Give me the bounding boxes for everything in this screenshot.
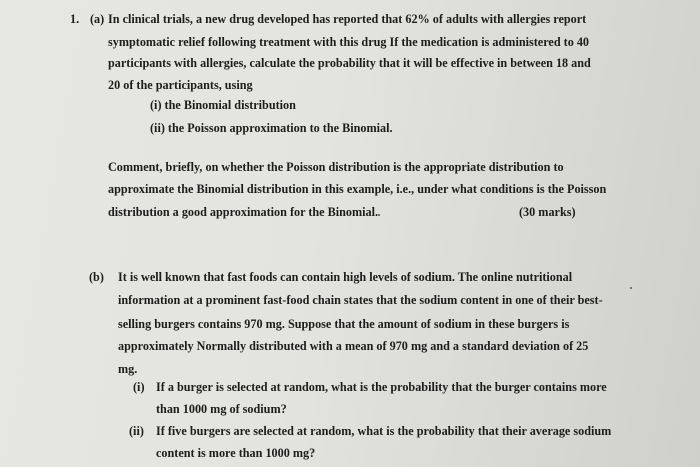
- part-a-line-3: participants with allergies, calculate the probability that it will be effective in between 18 and: [108, 56, 591, 70]
- part-b-line-3: selling burgers contains 970 mg. Suppose that the amount of sodium in these burgers is: [118, 317, 570, 331]
- part-b-label: (b): [89, 270, 104, 284]
- part-a-item-i: (i) the Binomial distribution: [150, 98, 296, 112]
- comment-line-1: Comment, briefly, on whether the Poisson distribution is the appropriate distribution to: [108, 160, 564, 174]
- part-a-item-ii: (ii) the Poisson approximation to the Binomial.: [150, 121, 393, 135]
- paper-speck: [630, 287, 632, 289]
- comment-line-3: distribution a good approximation for the Binomial.: [108, 205, 379, 219]
- part-a-line-1: In clinical trials, a new drug developed has reported that 62% of adults with allergies report: [108, 12, 587, 26]
- part-b-item-i-label: (i): [133, 380, 145, 394]
- part-a-line-2: symptomatic relief following treatment with this drug If the medication is administered to 40: [108, 35, 590, 49]
- question-number: 1.: [70, 12, 80, 26]
- part-b-line-1: It is well known that fast foods can contain high levels of sodium. The online nutritional: [118, 270, 573, 284]
- part-b-item-i-line-1: If a burger is selected at random, what is the probability that the burger contains more: [156, 380, 607, 394]
- comment-line-2: approximate the Binomial distribution in this example, i.e., under what conditions is the Poisson: [108, 182, 607, 196]
- part-b-line-4: approximately Normally distributed with a mean of 970 mg and a standard deviation of 25: [118, 339, 589, 353]
- marks-label: (30 marks): [519, 205, 576, 219]
- part-b-line-5: mg.: [118, 362, 138, 376]
- part-b-line-2: information at a prominent fast-food chain states that the sodium content in one of their best-: [118, 293, 603, 307]
- part-b-item-i-line-2: than 1000 mg of sodium?: [156, 402, 287, 416]
- paper-speck: [378, 214, 380, 216]
- part-a-label: (a): [90, 12, 105, 26]
- part-b-item-ii-label: (ii): [129, 424, 144, 438]
- part-b-item-ii-line-2: content is more than 1000 mg?: [156, 446, 316, 460]
- part-b-item-ii-line-1: If five burgers are selected at random, what is the probability that their average sodium: [156, 424, 612, 438]
- part-a-line-4: 20 of the participants, using: [108, 78, 253, 92]
